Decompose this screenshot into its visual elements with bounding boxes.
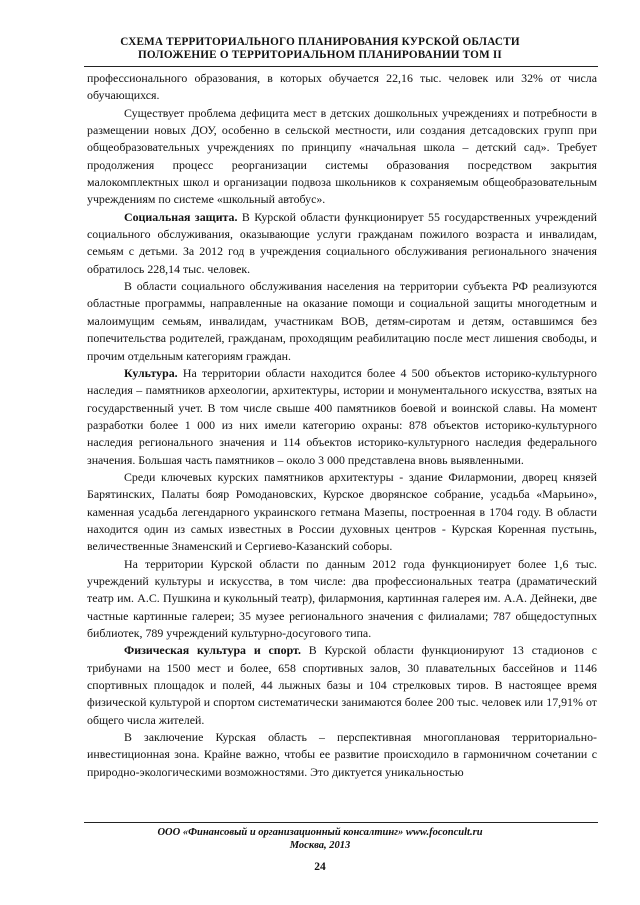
section-heading-sport: Физическая культура и спорт. — [124, 643, 301, 658]
footer-company: ООО «Финансовый и организационный консалтинг» www.foconcult.ru — [157, 827, 483, 838]
paragraph-education-end: профессионального образования, в которых обучается 22,16 тыс. человек или 32% от числа обучающихся. — [87, 71, 597, 103]
footer-city-year: Москва, 2013 — [289, 840, 351, 851]
paragraph-conclusion: В заключение Курская область – перспективная многоплановая территориально-инвестиционная зона. Крайне важно, чтобы ее развитие происходило в гармоничном сочетании с природно-экологическими возможностями. Это диктуется уникальностью — [87, 730, 597, 779]
section-heading-social-protection: Социальная защита. — [124, 209, 238, 224]
paragraph-culture — [87, 365, 597, 469]
header-subtitle: ПОЛОЖЕНИЕ О ТЕРРИТОРИАЛЬНОМ ПЛАНИРОВАНИИ ТОМ II — [138, 49, 502, 61]
section-heading-culture: Культура. — [124, 365, 178, 380]
paragraph-sport — [87, 642, 597, 729]
social-protection-text: В Курской области функционирует 55 государственных учреждений социального обслуживания, оказывающие услуги гражданам пожилого возраста и инвалидам, семьям с детьми. За 2012 год в учреждения социального обслуживания регионального значения обратилось 228,14 тыс. человек. — [87, 209, 597, 276]
paragraph-preschool: Существует проблема дефицита мест в детских дошкольных учреждениях и потребности в размещении новых ДОУ, особенно в сельской местности, или создания детсадовских групп при общеобразовательных учреждениях по принципу «начальная школа – детский сад». Требует продолжения процесс реорганизации системы образования посредством закрытия малокомплектных школ и организации подвоза школьников к сохраняемым общеобразовательным учреждениям по системе «школьный автобус». — [87, 105, 597, 207]
paragraph-social-programs: В области социального обслуживания населения на территории субъекта РФ реализуются областные программы, направленные на оказание помощи и социальной защиты многодетным и малоимущим семьям, инвалидам, участникам ВОВ, детям-сиротам и детям, оставшимся без попечительства родителей, гражданам, проходящим реабилитацию после мест лишения свободы, и прочим отдельным категориям граждан. — [87, 279, 597, 363]
footer-divider — [84, 822, 598, 823]
header-divider — [84, 66, 598, 67]
sport-text: В Курской области функционируют 13 стадионов с трибунами на 1500 мест и более, 658 спортивных залов, 30 плавательных бассейнов и 1146 спортивных площадок и полей, 44 лыжных базы и 104 стрелковых тиров. В настоящее время физической культурой и спортом систематически занимаются более 200 тыс. человек или 17,91% от общего числа жителей. — [87, 643, 597, 727]
paragraph-monuments: Среди ключевых курских памятников архитектуры - здание Филармонии, дворец князей Барятинских, Палаты бояр Ромодановских, Курское дворянское собрание, усадьба «Марьино», каменная усадьба легендарного украинского гетмана Мазепы, построенная в 1704 году. В области находится один из самых известных в России духовных центров - Курская Коренная пустынь, величественные Знаменский и Сергиево-Казанский соборы. — [87, 469, 597, 554]
header-title: СХЕМА ТЕРРИТОРИАЛЬНОГО ПЛАНИРОВАНИЯ КУРСКОЙ ОБЛАСТИ — [120, 36, 520, 48]
paragraph-cultural-institutions: На территории Курской области по данным 2012 года функционирует более 1,6 тыс. учреждений культуры и искусства, в том числе: два профессиональных театра (драматический театр им. А.С. Пушкина и кукольный театр), филармония, картинная галерея им. А.А. Дейнеки, две частные картинные галереи; 35 музее регионального значения с филиалами; 787 общедоступных библиотек, 789 учреждений культурно-досугового типа. — [87, 556, 597, 640]
document-header — [40, 36, 600, 62]
page-number: 24 — [314, 861, 326, 873]
culture-text: На территории области находится более 4 500 объектов историко-культурного наследия – памятников археологии, архитектуры, истории и монументального искусства, взятых на государственный учет. В том числе свыше 400 памятников боевой и воинской славы. На момент разработки более 1 000 из них имели категорию охраны: 878 объектов историко-культурного наследия регионального значения и 114 объектов историко-культурного наследия федерального значения. Большая часть памятников – около 3 000 представлена вновь выявленными. — [87, 365, 597, 467]
paragraph-social-protection — [87, 209, 597, 278]
document-body — [87, 70, 597, 781]
document-footer — [40, 826, 600, 852]
